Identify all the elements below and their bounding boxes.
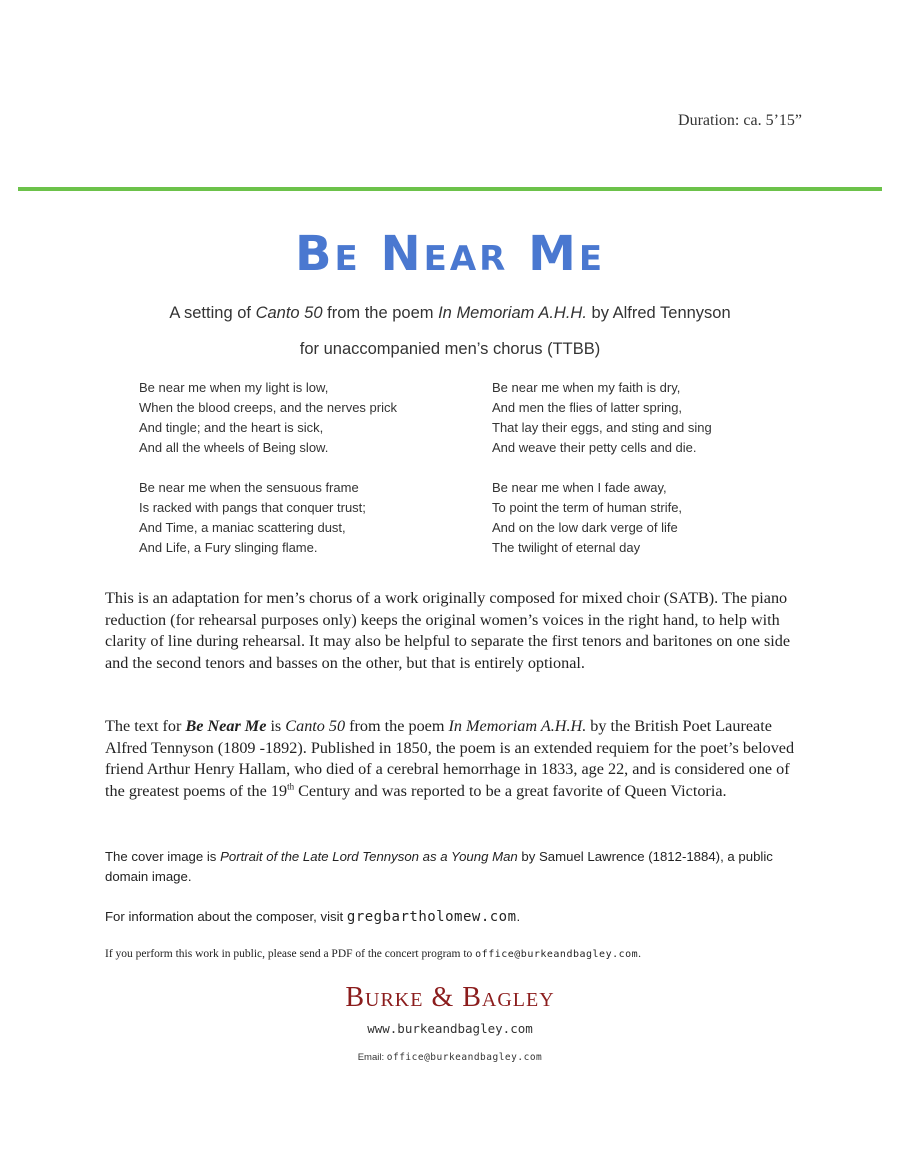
poem-line: When the blood creeps, and the nerves prick [139, 400, 397, 415]
publisher-email-line [0, 1052, 900, 1063]
stanza-2 [492, 378, 712, 458]
poem-line: To point the term of human strife, [492, 500, 683, 515]
para2-title: Be Near Me [185, 717, 267, 735]
para3-text-a: The cover image is [105, 849, 221, 864]
poem-line: That lay their eggs, and sting and sing [492, 420, 712, 435]
poem-line: Be near me when the sensuous frame [139, 480, 359, 495]
subtitle-text-c: by Alfred Tennyson [586, 304, 731, 322]
para5-text-a: If you perform this work in public, please send a PDF of the concert program to [105, 948, 476, 960]
para2-poem: In Memoriam A.H.H. [448, 717, 587, 735]
subtitle-text-a: A setting of [169, 304, 256, 322]
subtitle-setting [0, 304, 900, 323]
publisher-logo: Burke & Bagley [345, 982, 555, 1013]
para3-text-b: by Samuel Lawrence (1812-1884), a public domain image. [105, 849, 773, 884]
para2-text-d: by the British Poet Laureate Alfred Tennyson (1809 -1892). Published in 1850, the poem is an extended requiem for the poet’s beloved friend Arthur Henry Hallam, who died of a cerebral hemorrhage in 1833, age 22, and is considered one of the greatest poems of the 19 [105, 717, 795, 800]
poem-line: And tingle; and the heart is sick, [139, 420, 324, 435]
duration-label: Duration: ca. 5’15” [678, 112, 802, 129]
para2-text-b: is [266, 717, 286, 735]
adaptation-paragraph: This is an adaptation for men’s chorus of a work originally composed for mixed choir (SATB). The piano reduction (for rehearsal purposes only) keeps the original women’s voices in the right hand, to help with clarity of line during rehearsal. It may also be helpful to separate the first tenors and baritones on one side and the second tenors and basses on the other, but that is entirely optional. [105, 589, 791, 672]
poem-line: And Life, a Fury slinging flame. [139, 540, 318, 555]
stanza-3 [139, 478, 366, 558]
para5-text-b: . [638, 948, 642, 960]
subtitle-text-b: from the poem [322, 304, 439, 322]
para2-canto: Canto 50 [285, 717, 346, 735]
poem-line: Be near me when my faith is dry, [492, 380, 681, 395]
para2-superscript: th [287, 781, 295, 792]
para2-text-e: Century and was reported to be a great favorite of Queen Victoria. [294, 781, 727, 800]
poem-line: And all the wheels of Being slow. [139, 440, 329, 455]
poem-line: Is racked with pangs that conquer trust; [139, 500, 366, 515]
green-divider [18, 187, 882, 191]
composer-info-paragraph [105, 906, 805, 929]
poem-line: And weave their petty cells and die. [492, 440, 697, 455]
poem-line: And on the low dark verge of life [492, 520, 678, 535]
publisher-email-link[interactable]: office@burkeandbagley.com [475, 949, 639, 960]
para2-text-a: The text for [105, 717, 186, 735]
text-source-paragraph [105, 716, 805, 802]
poem-line: And men the flies of latter spring, [492, 400, 683, 415]
subtitle-canto: Canto 50 [255, 304, 323, 322]
poem-line: Be near me when my light is low, [139, 380, 329, 395]
publisher-email[interactable]: office@burkeandbagley.com [386, 1052, 543, 1063]
performance-note [105, 944, 825, 966]
para4-text-a: For information about the composer, visit [105, 909, 347, 924]
para2-text-c: from the poem [345, 717, 449, 735]
poem-line: Be near me when I fade away, [492, 480, 667, 495]
subtitle-poem: In Memoriam A.H.H. [438, 304, 587, 322]
cover-image-paragraph [105, 847, 805, 887]
para3-portrait: Portrait of the Late Lord Tennyson as a Young Man [220, 849, 518, 864]
poem-line: And Time, a maniac scattering dust, [139, 520, 346, 535]
stanza-4 [492, 478, 682, 558]
para4-text-b: . [516, 909, 521, 924]
publisher-website[interactable]: www.burkeandbagley.com [367, 1021, 533, 1036]
page-title: Be Near Me [294, 226, 606, 282]
subtitle-voicing: for unaccompanied men’s chorus (TTBB) [299, 340, 601, 358]
composer-website-link[interactable]: gregbartholomew.com [346, 909, 517, 925]
poem-line: The twilight of eternal day [492, 540, 641, 555]
stanza-1 [139, 378, 397, 458]
email-label: Email: [357, 1052, 387, 1063]
